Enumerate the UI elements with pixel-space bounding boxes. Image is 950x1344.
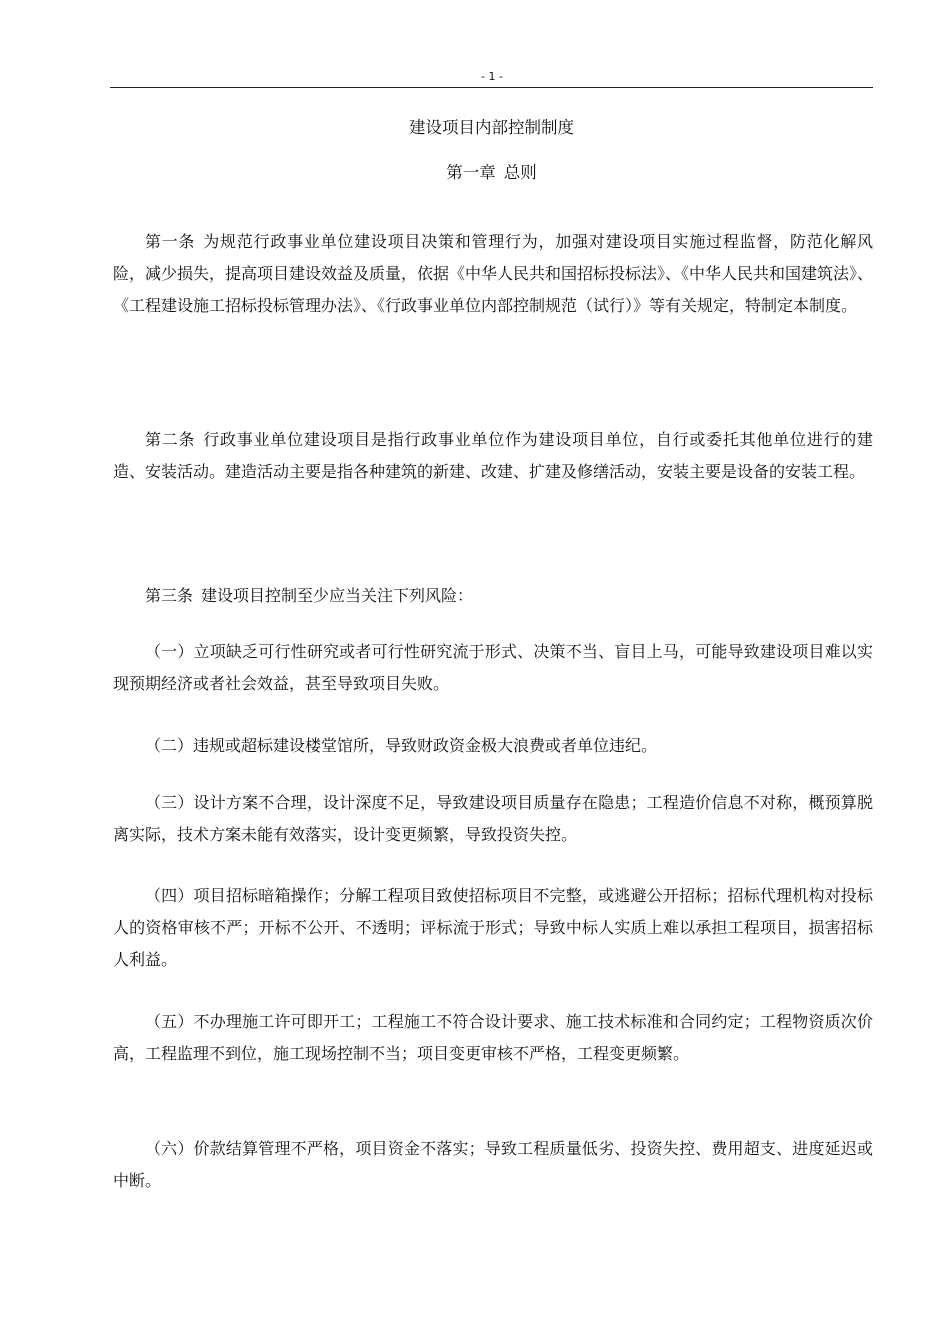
risk-item: （六）价款结算管理不严格，项目资金不落实；导致工程质量低劣、投资失控、费用超支、进度延迟或中断。 [113,1139,873,1190]
risk-item: （三）设计方案不合理，设计深度不足，导致建设项目质量存在隐患；工程造价信息不对称，概预算脱离实际，技术方案未能有效落实，设计变更频繁，导致投资失控。 [113,793,873,844]
risk-item: （四）项目招标暗箱操作；分解工程项目致使招标项目不完整，或逃避公开招标；招标代理机构对投标人的资格审核不严；开标不公开、不透明；评标流于形式；导致中标人实质上难以承担工程项目，损害招标人利益。 [113,886,873,969]
page-number: - 1 - [481,70,503,83]
chapter-heading [110,161,873,185]
document-title: 建设项目内部控制制度 [409,118,574,137]
article-1 [113,226,873,322]
article-label: 第二条 [145,430,196,449]
chapter-title: 总则 [503,163,537,182]
article-2 [113,424,873,488]
risk-item: （一）立项缺乏可行性研究或者可行性研究流于形式、决策不当、盲目上马，可能导致建设项目难以实现预期经济或者社会效益，甚至导致项目失败。 [113,642,873,693]
article-label: 第三条 [145,586,194,605]
article-text: 行政事业单位建设项目是指行政事业单位作为建设项目单位，自行或委托其他单位进行的建造、安装活动。建造活动主要是指各种建筑的新建、改建、扩建及修缮活动，安装主要是设备的安装工程。 [113,430,873,481]
chapter-label: 第一章 [446,163,496,182]
article-label: 第一条 [145,232,196,251]
article-text: 为规范行政事业单位建设项目决策和管理行为，加强对建设项目实施过程监督，防范化解风险，减少损失，提高项目建设效益及质量，依据《中华人民共和国招标投标法》、《中华人民共和国建筑法》、《工程建设施工招标投标管理办法》、《行政事业单位内部控制规范（试行）》等有关规定，特制定本制度。 [113,232,874,315]
article-3 [113,580,873,612]
article-text: 建设项目控制至少应当关注下列风险： [201,586,474,605]
header-divider [110,87,873,88]
risk-item: （二）违规或超标建设楼堂馆所，导致财政资金极大浪费或者单位违纪。 [145,736,658,755]
risk-item: （五）不办理施工许可即开工；工程施工不符合设计要求、施工技术标准和合同约定；工程物资质次价高，工程监理不到位，施工现场控制不当；项目变更审核不严格，工程变更频繁。 [113,1012,873,1063]
